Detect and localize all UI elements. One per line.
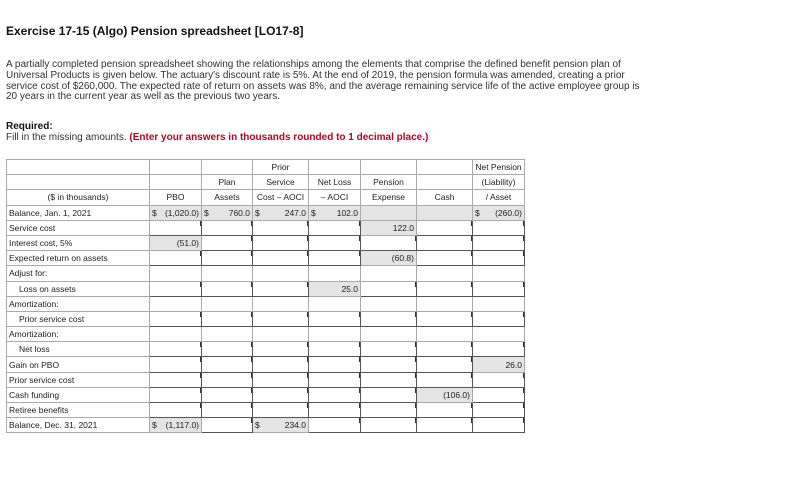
column-header: Pension <box>361 175 417 190</box>
row-label: Loss on assets <box>7 281 150 296</box>
currency-symbol: $ <box>255 207 260 218</box>
balance-cell <box>417 205 473 220</box>
currency-symbol: $ <box>152 207 157 218</box>
empty-cell <box>150 296 202 311</box>
answer-input[interactable] <box>253 235 309 250</box>
column-header: Assets <box>202 190 253 205</box>
answer-input[interactable] <box>150 281 202 296</box>
answer-input[interactable] <box>150 372 202 387</box>
balance-cell <box>473 205 525 220</box>
cell-value: 234.0 <box>284 420 306 431</box>
currency-symbol: $ <box>204 207 209 218</box>
answer-input[interactable] <box>253 281 309 296</box>
page-title: Exercise 17-15 (Algo) Pension spreadsheet [LO17-8] <box>6 24 304 38</box>
column-header <box>361 160 417 175</box>
empty-cell <box>361 327 417 342</box>
answer-input[interactable] <box>473 281 525 296</box>
answer-input[interactable] <box>309 357 361 372</box>
answer-input[interactable] <box>309 403 361 418</box>
balance-cell <box>361 205 417 220</box>
column-header: (Liability) <box>473 175 525 190</box>
row-label: Prior service cost <box>7 311 150 326</box>
answer-input[interactable] <box>361 357 417 372</box>
answer-input[interactable] <box>417 311 473 326</box>
answer-input[interactable] <box>202 235 253 250</box>
answer-input[interactable] <box>417 403 473 418</box>
answer-input[interactable] <box>150 403 202 418</box>
answer-input[interactable] <box>202 281 253 296</box>
answer-input[interactable] <box>473 311 525 326</box>
table-row <box>7 357 525 372</box>
empty-cell <box>253 296 309 311</box>
answer-input[interactable] <box>361 372 417 387</box>
column-header <box>7 175 150 190</box>
answer-input[interactable] <box>417 281 473 296</box>
column-header <box>150 175 202 190</box>
answer-input[interactable] <box>309 418 361 433</box>
answer-input[interactable] <box>202 342 253 357</box>
answer-input[interactable] <box>202 387 253 402</box>
cell-value: (51.0) <box>176 238 199 249</box>
empty-cell <box>150 266 202 281</box>
empty-cell <box>417 327 473 342</box>
column-header <box>417 175 473 190</box>
column-header: PBO <box>150 190 202 205</box>
answer-input[interactable] <box>253 387 309 402</box>
answer-input[interactable] <box>361 387 417 402</box>
required-label: Required: <box>6 121 53 132</box>
answer-input[interactable] <box>253 372 309 387</box>
column-header: – AOCI <box>309 190 361 205</box>
empty-cell <box>150 327 202 342</box>
answer-input[interactable] <box>202 403 253 418</box>
cell-value: (260.0) <box>495 207 522 218</box>
empty-cell <box>309 327 361 342</box>
cell-value: 122.0 <box>392 222 414 233</box>
given-value-cell <box>309 281 361 296</box>
header-row <box>7 160 525 175</box>
answer-input[interactable] <box>309 342 361 357</box>
empty-cell <box>417 296 473 311</box>
answer-input[interactable] <box>473 220 525 235</box>
empty-cell <box>361 266 417 281</box>
column-header: Cash <box>417 190 473 205</box>
given-value-cell <box>417 387 473 402</box>
answer-input[interactable] <box>417 251 473 266</box>
table-row <box>7 296 525 311</box>
given-value-cell <box>473 357 525 372</box>
currency-symbol: $ <box>311 207 316 218</box>
row-label: Balance, Dec. 31, 2021 <box>7 418 150 433</box>
table-row <box>7 372 525 387</box>
answer-input[interactable] <box>361 403 417 418</box>
balance-cell <box>202 205 253 220</box>
answer-input[interactable] <box>473 235 525 250</box>
instruction-text <box>6 132 428 143</box>
column-header <box>417 160 473 175</box>
cell-value: 25.0 <box>341 283 358 294</box>
empty-cell <box>473 327 525 342</box>
empty-cell <box>417 266 473 281</box>
cell-value: 26.0 <box>505 359 522 370</box>
given-value-cell <box>150 235 202 250</box>
row-label: Gain on PBO <box>7 357 150 372</box>
answer-input[interactable] <box>309 235 361 250</box>
balance-cell <box>253 418 309 433</box>
answer-input[interactable] <box>473 372 525 387</box>
answer-input[interactable] <box>150 311 202 326</box>
answer-input[interactable] <box>150 387 202 402</box>
column-header: Prior <box>253 160 309 175</box>
answer-input[interactable] <box>253 357 309 372</box>
currency-symbol: $ <box>475 207 480 218</box>
answer-input[interactable] <box>473 387 525 402</box>
empty-cell <box>473 296 525 311</box>
answer-input[interactable] <box>417 357 473 372</box>
cell-value: (1,020.0) <box>164 207 199 218</box>
answer-input[interactable] <box>361 342 417 357</box>
answer-input[interactable] <box>417 220 473 235</box>
answer-input[interactable] <box>253 251 309 266</box>
answer-input[interactable] <box>202 311 253 326</box>
answer-input[interactable] <box>309 220 361 235</box>
answer-input[interactable] <box>253 220 309 235</box>
column-header: Net Loss <box>309 175 361 190</box>
answer-input[interactable] <box>202 357 253 372</box>
column-header: / Asset <box>473 190 525 205</box>
table-row <box>7 220 525 235</box>
row-label: Interest cost, 5% <box>7 235 150 250</box>
cell-value: (1,117.0) <box>165 420 199 431</box>
answer-input[interactable] <box>253 342 309 357</box>
answer-input[interactable] <box>253 311 309 326</box>
empty-cell <box>473 266 525 281</box>
answer-input[interactable] <box>202 220 253 235</box>
table-row <box>7 418 525 433</box>
given-value-cell <box>361 251 417 266</box>
cell-value: 760.0 <box>228 207 250 218</box>
answer-input[interactable] <box>309 311 361 326</box>
answer-input[interactable] <box>473 251 525 266</box>
answer-input[interactable] <box>417 235 473 250</box>
header-row <box>7 190 525 205</box>
row-label: Net loss <box>7 342 150 357</box>
column-header: Plan <box>202 175 253 190</box>
cell-value: (60.8) <box>391 253 414 264</box>
row-label: Amortization: <box>7 296 150 311</box>
column-header <box>309 160 361 175</box>
answer-input[interactable] <box>202 251 253 266</box>
answer-input[interactable] <box>473 418 525 433</box>
column-header: Expense <box>361 190 417 205</box>
balance-cell <box>309 205 361 220</box>
answer-input[interactable] <box>202 418 253 433</box>
instruction-main: Fill in the missing amounts. <box>6 132 127 143</box>
empty-cell <box>253 327 309 342</box>
row-label: Cash funding <box>7 387 150 402</box>
answer-input[interactable] <box>417 372 473 387</box>
column-header: ($ in thousands) <box>7 190 150 205</box>
row-label: Expected return on assets <box>7 251 150 266</box>
row-label: Prior service cost <box>7 372 150 387</box>
answer-input[interactable] <box>361 311 417 326</box>
row-label: Retiree benefits <box>7 403 150 418</box>
column-header <box>202 160 253 175</box>
answer-input[interactable] <box>150 220 202 235</box>
balance-cell <box>150 205 202 220</box>
answer-input[interactable] <box>361 418 417 433</box>
answer-input[interactable] <box>309 251 361 266</box>
empty-cell <box>202 296 253 311</box>
answer-input[interactable] <box>417 342 473 357</box>
table-row <box>7 266 525 281</box>
empty-cell <box>309 296 361 311</box>
table-row <box>7 311 525 326</box>
cell-value: 247.0 <box>284 207 306 218</box>
cell-value: (106.0) <box>443 389 470 400</box>
currency-symbol: $ <box>152 420 157 431</box>
row-label: Amortization: <box>7 327 150 342</box>
table-row <box>7 342 525 357</box>
answer-input[interactable] <box>150 342 202 357</box>
column-header <box>150 160 202 175</box>
balance-cell <box>253 205 309 220</box>
given-value-cell <box>361 220 417 235</box>
column-header: Cost – AOCI <box>253 190 309 205</box>
table-row <box>7 235 525 250</box>
empty-cell <box>202 327 253 342</box>
answer-input[interactable] <box>150 357 202 372</box>
answer-input[interactable] <box>473 342 525 357</box>
answer-input[interactable] <box>361 281 417 296</box>
answer-input[interactable] <box>309 372 361 387</box>
row-label: Service cost <box>7 220 150 235</box>
row-label: Adjust for: <box>7 266 150 281</box>
table-row <box>7 251 525 266</box>
table-row <box>7 403 525 418</box>
currency-symbol: $ <box>255 420 260 431</box>
answer-input[interactable] <box>361 235 417 250</box>
instruction-highlight: (Enter your answers in thousands rounded to 1 decimal place.) <box>129 132 429 143</box>
empty-cell <box>202 266 253 281</box>
table-row <box>7 387 525 402</box>
answer-input[interactable] <box>202 372 253 387</box>
column-header <box>7 160 150 175</box>
answer-input[interactable] <box>473 403 525 418</box>
cell-value: 102.0 <box>336 207 358 218</box>
table-row <box>7 327 525 342</box>
answer-input[interactable] <box>309 387 361 402</box>
answer-input[interactable] <box>150 251 202 266</box>
column-header: Service <box>253 175 309 190</box>
empty-cell <box>253 266 309 281</box>
problem-description: A partially completed pension spreadsheet showing the relationships among the elements that comprise the defined benefit pension plan of Universal Products is given below. The actuary's discount rate is 5%. At the end of 2019, the pension formula was amended, creating a prior service cost of $260,000. The expected rate of return on assets was 8%, and the average remaining service life of the active employee group is 20 years in the current year as well as the previous two years. <box>6 59 640 103</box>
empty-cell <box>309 266 361 281</box>
pension-worksheet <box>6 159 525 433</box>
table-row <box>7 281 525 296</box>
answer-input[interactable] <box>417 418 473 433</box>
row-label: Balance, Jan. 1, 2021 <box>7 205 150 220</box>
answer-input[interactable] <box>253 403 309 418</box>
balance-cell <box>150 418 202 433</box>
column-header: Net Pension <box>473 160 525 175</box>
empty-cell <box>361 296 417 311</box>
header-row <box>7 175 525 190</box>
table-row <box>7 205 525 220</box>
